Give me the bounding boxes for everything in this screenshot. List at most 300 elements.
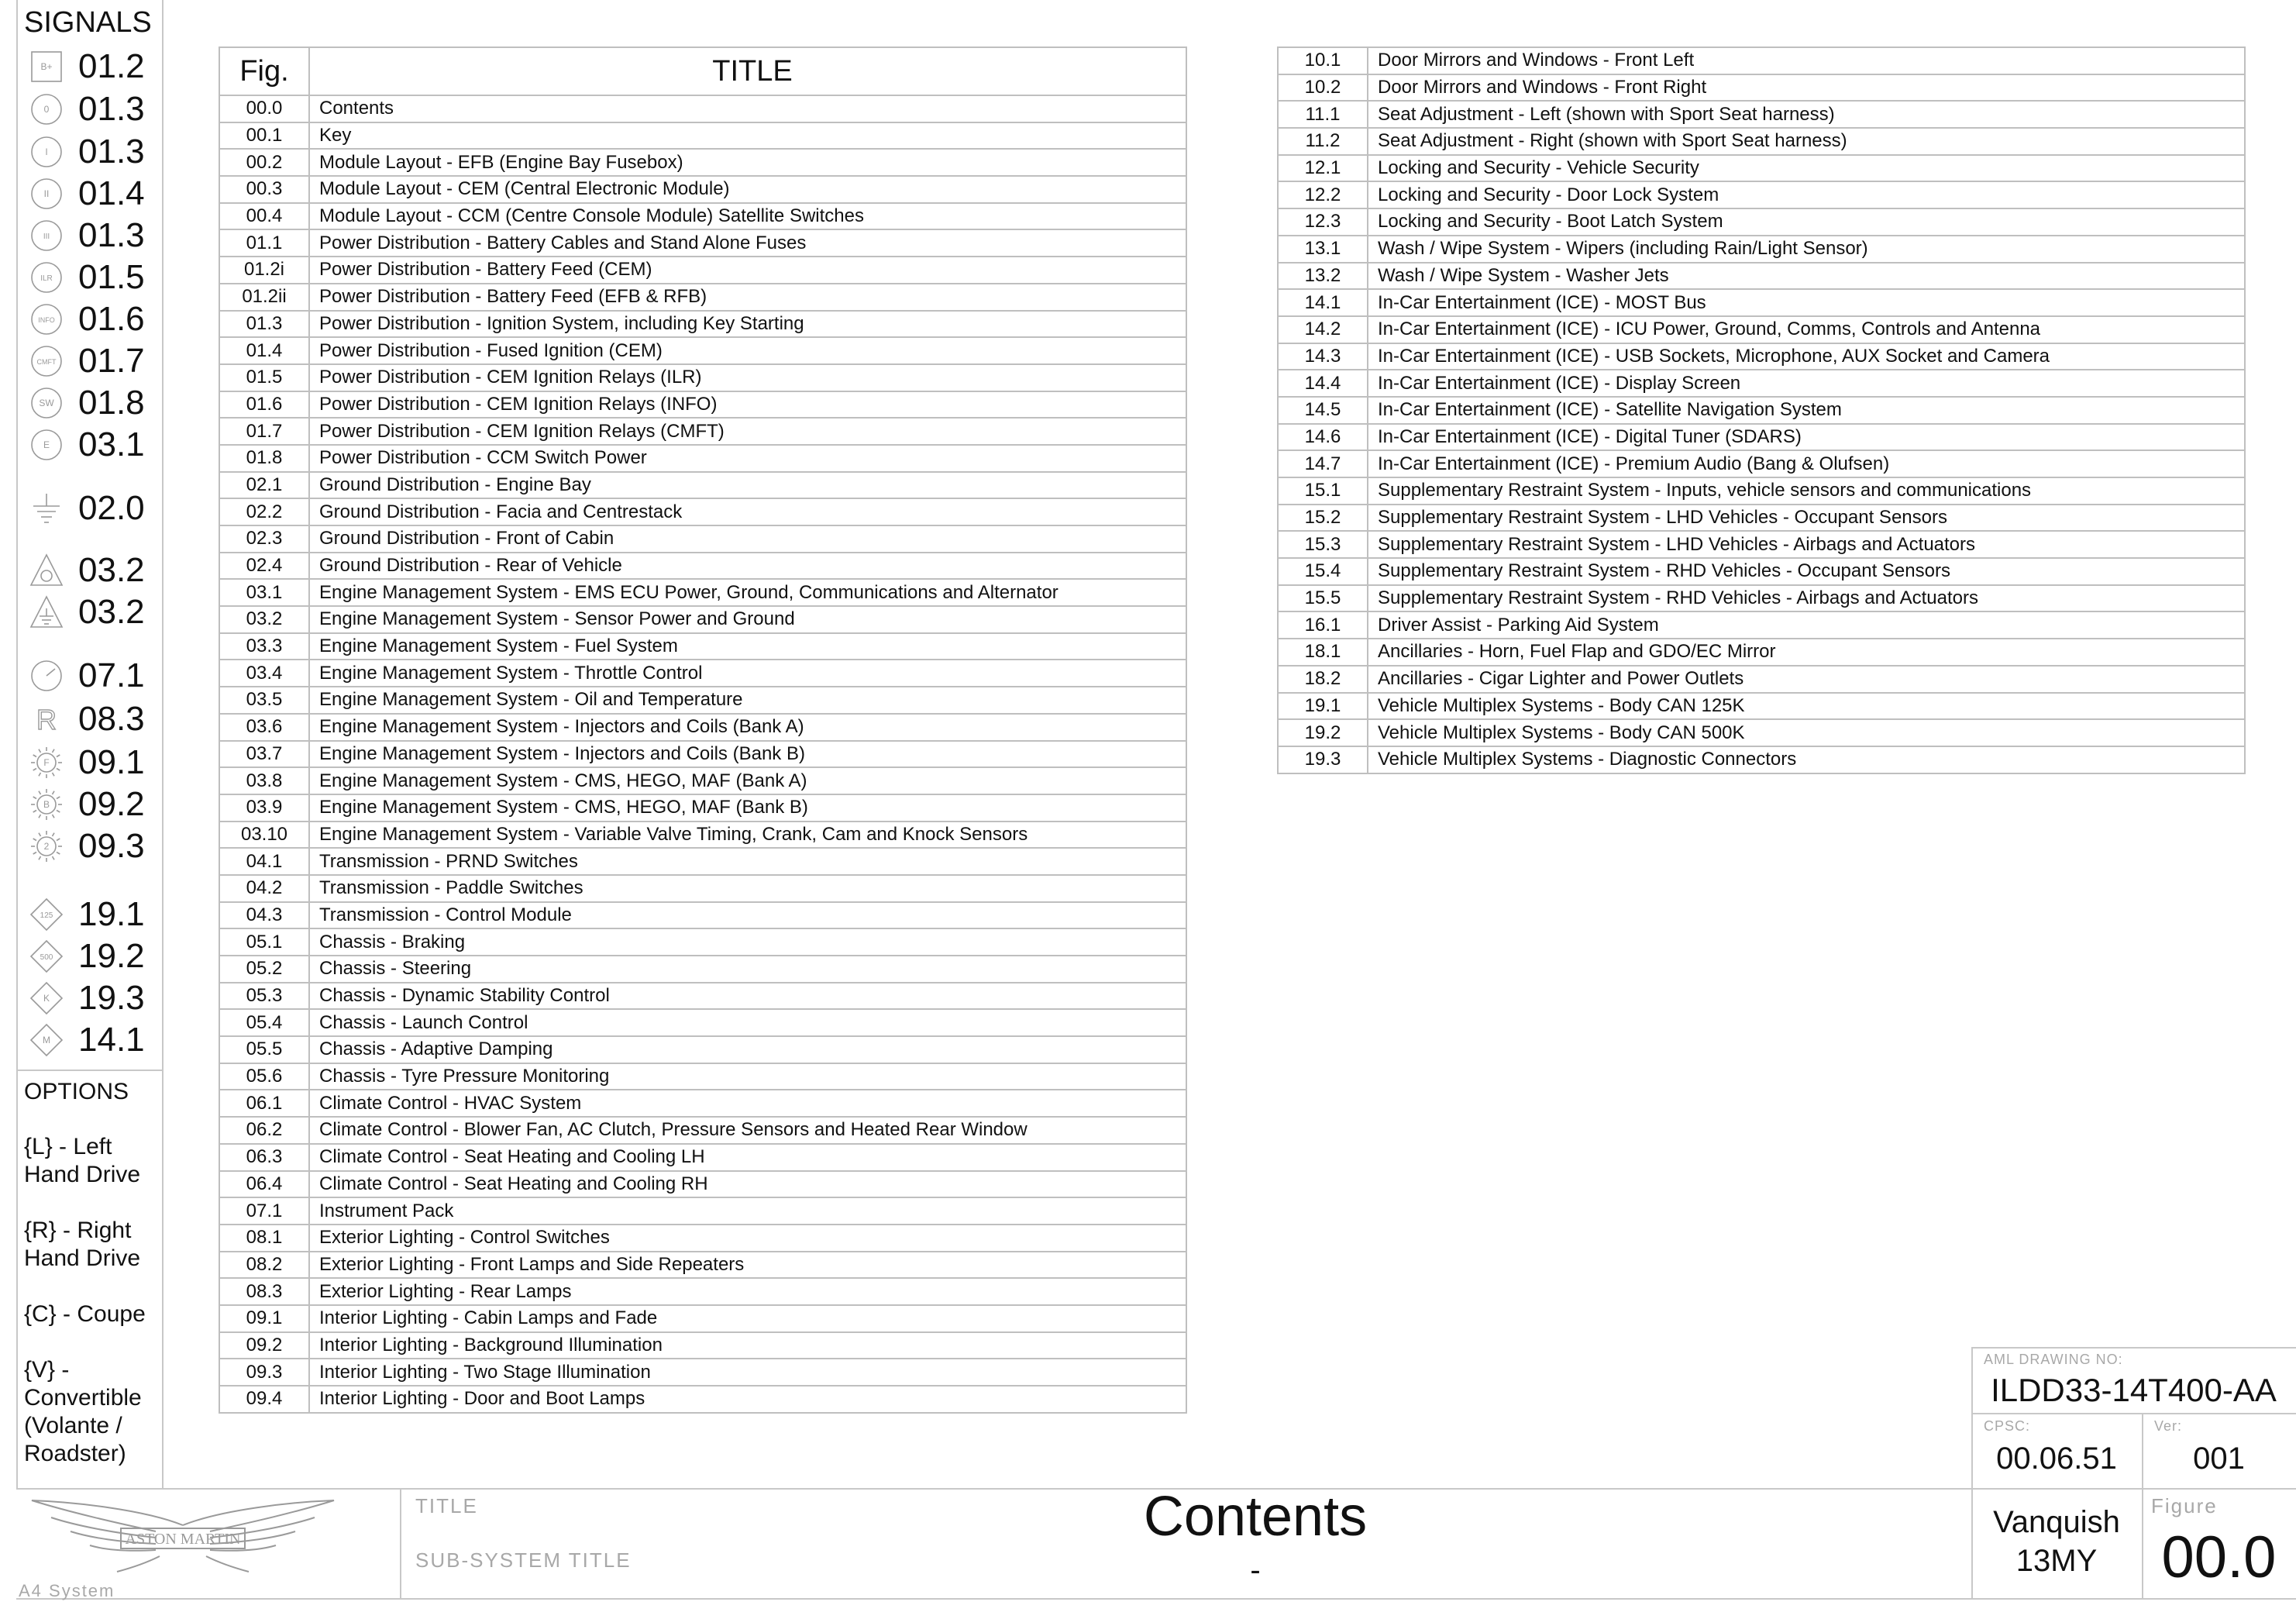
signal-circle-icon — [29, 260, 64, 295]
table-row — [1278, 585, 2245, 612]
table-row — [1278, 208, 2245, 236]
table-row — [1278, 181, 2245, 208]
signal-icon-text: INFO — [38, 316, 55, 324]
figure-title-cell: Exterior Lighting - Front Lamps and Side Repeaters — [309, 1252, 1186, 1279]
figure-number-cell: 08.2 — [219, 1252, 309, 1279]
signal-figure-ref: 02.0 — [78, 489, 145, 527]
signal-item — [29, 552, 145, 589]
figure-title-cell: Power Distribution - CEM Ignition Relays (ILR) — [309, 364, 1186, 391]
figure-title-cell: Ancillaries - Horn, Fuel Flap and GDO/EC Mirror — [1368, 639, 2245, 666]
figure-number-cell: 01.7 — [219, 418, 309, 445]
signal-figure-ref: 03.2 — [78, 551, 145, 589]
figure-number-cell: 00.1 — [219, 122, 309, 150]
table-row — [219, 95, 1186, 122]
signal-figure-ref: 19.3 — [78, 979, 145, 1017]
options-title: OPTIONS — [24, 1079, 129, 1104]
signal-item — [29, 980, 145, 1017]
table-row — [1278, 424, 2245, 451]
figure-title-cell: Interior Lighting - Door and Boot Lamps — [309, 1386, 1186, 1413]
table-row — [219, 364, 1186, 391]
figure-title-cell: In-Car Entertainment (ICE) - Display Screen — [1368, 370, 2245, 397]
figure-number-cell: 03.3 — [219, 633, 309, 660]
figure-number-cell: 04.3 — [219, 902, 309, 929]
table-row — [1278, 128, 2245, 155]
signal-figure-ref: 03.1 — [78, 425, 145, 463]
table-row — [1278, 397, 2245, 424]
figure-number-cell: 03.1 — [219, 579, 309, 606]
signal-icon-text: SW — [39, 398, 54, 408]
figure-number-cell: 03.4 — [219, 660, 309, 687]
figure-title-cell: Chassis - Adaptive Damping — [309, 1036, 1186, 1063]
signals-sidebar — [16, 0, 164, 1488]
table-row — [219, 391, 1186, 419]
signal-icon-text: B+ — [40, 61, 53, 72]
figure-number-cell: 06.4 — [219, 1171, 309, 1198]
table-row — [1278, 666, 2245, 693]
table-row — [219, 714, 1186, 741]
table-row — [219, 1278, 1186, 1305]
table-row — [219, 284, 1186, 311]
figure-title-cell: Climate Control - HVAC System — [309, 1090, 1186, 1117]
table-row — [219, 525, 1186, 553]
title-block-bottom-border — [16, 1598, 2296, 1600]
table-row — [219, 1144, 1186, 1171]
model-year: 13MY — [2015, 1544, 2098, 1578]
signal-item — [29, 217, 145, 254]
figure-title-cell: Door Mirrors and Windows - Front Left — [1368, 47, 2245, 74]
figure-title-cell: Door Mirrors and Windows - Front Right — [1368, 74, 2245, 102]
table-row — [219, 445, 1186, 472]
figure-number-cell: 05.2 — [219, 956, 309, 983]
figure-number-cell: 03.2 — [219, 606, 309, 633]
table-row — [1278, 639, 2245, 666]
signal-icon-text: ILR — [40, 274, 53, 283]
figure-number-cell: 05.1 — [219, 928, 309, 956]
figure-number-cell: 08.3 — [219, 1278, 309, 1305]
figure-number-cell: 01.2ii — [219, 284, 309, 311]
table-row — [219, 928, 1186, 956]
signal-sun-icon — [29, 745, 64, 780]
figure-number-cell: 06.1 — [219, 1090, 309, 1117]
table-row — [1278, 505, 2245, 532]
figure-title-cell: Supplementary Restraint System - RHD Vehicles - Occupant Sensors — [1368, 558, 2245, 585]
figure-number-cell: 03.10 — [219, 822, 309, 849]
figure-title-cell: Power Distribution - CEM Ignition Relays (CMFT) — [309, 418, 1186, 445]
logo-text: ASTON MARTIN — [125, 1531, 241, 1548]
table-row — [219, 1063, 1186, 1090]
option-convertible: {V} - Convertible (Volante / Roadster) — [24, 1357, 142, 1466]
table-row — [219, 311, 1186, 338]
signal-letter-icon — [29, 701, 64, 737]
figure-number-cell: 04.2 — [219, 875, 309, 902]
figure-number-cell: 01.3 — [219, 311, 309, 338]
signal-item — [29, 594, 145, 631]
option-coupe: {C} - Coupe — [24, 1301, 146, 1327]
table-row — [219, 122, 1186, 150]
signal-figure-ref: 07.1 — [78, 656, 145, 694]
signal-figure-ref: 19.2 — [78, 937, 145, 975]
table-row — [219, 418, 1186, 445]
figure-title-cell: Instrument Pack — [309, 1197, 1186, 1225]
table-row — [1278, 289, 2245, 316]
figure-title-cell: Contents — [309, 95, 1186, 122]
figure-title-cell: Chassis - Braking — [309, 928, 1186, 956]
signal-icon-text: 125 — [40, 911, 53, 920]
signal-square-icon — [29, 49, 64, 84]
figure-title-cell: Engine Management System - Oil and Temperature — [309, 687, 1186, 714]
figure-title-cell: Transmission - Paddle Switches — [309, 875, 1186, 902]
figure-title-cell: Transmission - Control Module — [309, 902, 1186, 929]
table-row — [1278, 263, 2245, 290]
figure-number-cell: 13.1 — [1278, 236, 1368, 263]
table-row — [219, 176, 1186, 203]
subsystem-title: - — [1250, 1553, 1261, 1587]
figure-number-cell: 18.1 — [1278, 639, 1368, 666]
figure-label: Figure — [2151, 1494, 2218, 1517]
figure-title-cell: Key — [309, 122, 1186, 150]
table-row — [1278, 47, 2245, 74]
figure-number-cell: 01.1 — [219, 229, 309, 257]
signal-circle-icon — [29, 218, 64, 253]
table-row — [1278, 719, 2245, 746]
table-row — [219, 875, 1186, 902]
figure-title-cell: Power Distribution - Battery Feed (EFB & RFB) — [309, 284, 1186, 311]
figure-title-cell: Power Distribution - Battery Feed (CEM) — [309, 257, 1186, 284]
cpsc-value: 00.06.51 — [1996, 1442, 2117, 1476]
table-row — [219, 741, 1186, 768]
figure-title-cell: In-Car Entertainment (ICE) - Satellite Navigation System — [1368, 397, 2245, 424]
signal-circle-icon — [29, 176, 64, 212]
figure-title-cell: Interior Lighting - Background Illumination — [309, 1332, 1186, 1359]
figure-title-cell: Engine Management System - Variable Valve Timing, Crank, Cam and Knock Sensors — [309, 822, 1186, 849]
figure-title-cell: Engine Management System - Throttle Control — [309, 660, 1186, 687]
figure-title-cell: Exterior Lighting - Rear Lamps — [309, 1278, 1186, 1305]
signal-icon-text: R — [36, 704, 57, 735]
signal-icon-text: I — [45, 146, 48, 157]
figure-number-cell: 10.1 — [1278, 47, 1368, 74]
signal-figure-ref: 09.2 — [78, 785, 145, 823]
signal-figure-ref: 14.1 — [78, 1021, 145, 1059]
model-name: Vanquish — [1993, 1505, 2120, 1539]
fig-column-header: Fig. — [219, 47, 309, 95]
table-row — [1278, 450, 2245, 477]
signal-circle-icon — [29, 427, 64, 463]
signal-item — [29, 301, 145, 338]
table-row — [219, 902, 1186, 929]
figure-title-cell: Exterior Lighting - Control Switches — [309, 1225, 1186, 1252]
table-row — [219, 1117, 1186, 1144]
figure-number-cell: 19.3 — [1278, 746, 1368, 773]
figure-title-cell: Power Distribution - CEM Ignition Relays (INFO) — [309, 391, 1186, 419]
signal-icon-text: 500 — [40, 953, 53, 962]
figure-number-cell: 05.5 — [219, 1036, 309, 1063]
figure-title-cell: Ground Distribution - Rear of Vehicle — [309, 553, 1186, 580]
figure-number-cell: 13.2 — [1278, 263, 1368, 290]
figure-number-cell: 01.8 — [219, 445, 309, 472]
figure-title-cell: In-Car Entertainment (ICE) - Digital Tuner (SDARS) — [1368, 424, 2245, 451]
figure-title-cell: Supplementary Restraint System - Inputs, vehicle sensors and communications — [1368, 477, 2245, 505]
figure-number-cell: 06.2 — [219, 1117, 309, 1144]
table-row — [219, 822, 1186, 849]
title-block-divider — [400, 1488, 401, 1598]
figure-title-cell: Locking and Security - Boot Latch System — [1368, 208, 2245, 236]
table-row — [219, 498, 1186, 525]
signal-item — [29, 426, 145, 463]
signal-triangle-icon — [29, 594, 64, 630]
table-row — [219, 1359, 1186, 1386]
table-row — [219, 767, 1186, 794]
signal-item — [29, 896, 145, 933]
table-row — [1278, 74, 2245, 102]
figure-title-cell: Seat Adjustment - Left (shown with Sport Seat harness) — [1368, 101, 2245, 128]
signal-sun-icon — [29, 828, 64, 864]
signal-figure-ref: 01.7 — [78, 342, 145, 380]
figure-number-cell: 14.5 — [1278, 397, 1368, 424]
figure-number-cell: 19.2 — [1278, 719, 1368, 746]
signal-item — [29, 490, 145, 527]
figure-title-cell: Locking and Security - Vehicle Security — [1368, 155, 2245, 182]
figure-title-cell: Ground Distribution - Engine Bay — [309, 472, 1186, 499]
figure-title-cell: In-Car Entertainment (ICE) - USB Sockets, Microphone, AUX Socket and Camera — [1368, 343, 2245, 370]
table-row — [1278, 693, 2245, 720]
signal-icon-text: CMFT — [36, 358, 57, 366]
signal-item — [29, 259, 145, 296]
figure-number-cell: 14.7 — [1278, 450, 1368, 477]
figure-number-cell: 14.1 — [1278, 289, 1368, 316]
figure-title-cell: Transmission - PRND Switches — [309, 848, 1186, 875]
figure-title-cell: Climate Control - Blower Fan, AC Clutch, Pressure Sensors and Heated Rear Window — [309, 1117, 1186, 1144]
figure-number-cell: 01.2i — [219, 257, 309, 284]
figure-number-cell: 01.6 — [219, 391, 309, 419]
figure-title-cell: Module Layout - CCM (Centre Console Module) Satellite Switches — [309, 203, 1186, 230]
figure-number-cell: 07.1 — [219, 1197, 309, 1225]
figure-number-cell: 03.7 — [219, 741, 309, 768]
table-row — [1278, 611, 2245, 639]
figure-title-cell: Climate Control - Seat Heating and Cooling RH — [309, 1171, 1186, 1198]
figure-number-cell: 05.3 — [219, 983, 309, 1010]
figure-title-cell: Driver Assist - Parking Aid System — [1368, 611, 2245, 639]
figure-number-cell: 06.3 — [219, 1144, 309, 1171]
table-row — [219, 1252, 1186, 1279]
signal-ground-icon — [29, 491, 64, 526]
figure-title-cell: Ground Distribution - Front of Cabin — [309, 525, 1186, 553]
drawing-no-label: AML DRAWING NO: — [1984, 1352, 2123, 1367]
signal-icon-text: III — [43, 233, 50, 241]
table-row — [219, 1386, 1186, 1413]
figure-title-cell: Engine Management System - Fuel System — [309, 633, 1186, 660]
figure-number-cell: 08.1 — [219, 1225, 309, 1252]
figure-title-cell: Chassis - Steering — [309, 956, 1186, 983]
signal-item — [29, 828, 145, 865]
figure-title-cell: Engine Management System - EMS ECU Power, Ground, Communications and Alternator — [309, 579, 1186, 606]
contents-table-right — [1277, 47, 2246, 774]
figure-title-cell: Interior Lighting - Cabin Lamps and Fade — [309, 1305, 1186, 1332]
signal-circle-icon — [29, 343, 64, 379]
version-value: 001 — [2193, 1442, 2245, 1476]
figure-number-cell: 10.2 — [1278, 74, 1368, 102]
table-row — [219, 660, 1186, 687]
signal-figure-ref: 01.5 — [78, 258, 145, 296]
figure-number-cell: 02.3 — [219, 525, 309, 553]
table-row — [219, 579, 1186, 606]
signal-item — [29, 384, 145, 422]
figure-title-cell: Ancillaries - Cigar Lighter and Power Outlets — [1368, 666, 2245, 693]
figure-number-cell: 02.4 — [219, 553, 309, 580]
sidebar-divider — [18, 1070, 162, 1071]
signal-triangle-icon — [29, 553, 64, 588]
figure-number-cell: 02.2 — [219, 498, 309, 525]
figure-title-cell: Ground Distribution - Facia and Centrestack — [309, 498, 1186, 525]
figure-title-cell: Climate Control - Seat Heating and Cooling LH — [309, 1144, 1186, 1171]
figure-title-cell: Engine Management System - CMS, HEGO, MAF (Bank A) — [309, 767, 1186, 794]
figure-number-cell: 16.1 — [1278, 611, 1368, 639]
signal-item — [29, 938, 145, 975]
figure-number-cell: 03.6 — [219, 714, 309, 741]
signal-diamond-icon — [29, 1022, 64, 1058]
figure-title-cell: In-Car Entertainment (ICE) - ICU Power, Ground, Comms, Controls and Antenna — [1368, 316, 2245, 343]
figure-number-cell: 11.2 — [1278, 128, 1368, 155]
table-row — [219, 1332, 1186, 1359]
table-row — [1278, 236, 2245, 263]
signal-icon-text: II — [43, 188, 50, 199]
signal-figure-ref: 01.4 — [78, 174, 145, 212]
title-block-divider — [1971, 1347, 2296, 1349]
table-row — [219, 149, 1186, 176]
table-row — [1278, 101, 2245, 128]
table-row — [1278, 370, 2245, 397]
figure-number: 00.0 — [2161, 1524, 2277, 1590]
signal-item — [29, 91, 145, 128]
signal-item — [29, 343, 145, 380]
figure-number-cell: 03.5 — [219, 687, 309, 714]
signal-item — [29, 133, 145, 171]
signal-item — [29, 48, 145, 85]
signal-diamond-icon — [29, 980, 64, 1016]
signal-figure-ref: 01.3 — [78, 90, 145, 128]
table-row — [219, 848, 1186, 875]
figure-number-cell: 11.1 — [1278, 101, 1368, 128]
title-block-divider — [1971, 1413, 2296, 1414]
signal-figure-ref: 01.2 — [78, 47, 145, 85]
figure-title-cell: Module Layout - EFB (Engine Bay Fusebox) — [309, 149, 1186, 176]
cpsc-label: CPSC: — [1984, 1418, 2031, 1434]
figure-number-cell: 14.2 — [1278, 316, 1368, 343]
title-column-header: TITLE — [309, 47, 1186, 95]
table-row — [219, 633, 1186, 660]
figure-title-cell: Power Distribution - Ignition System, including Key Starting — [309, 311, 1186, 338]
table-row — [1278, 343, 2245, 370]
figure-title-cell: Supplementary Restraint System - LHD Vehicles - Airbags and Actuators — [1368, 531, 2245, 558]
table-row — [219, 203, 1186, 230]
table-row — [219, 1171, 1186, 1198]
contents-table-left — [219, 47, 1187, 1414]
signal-item — [29, 744, 145, 781]
figure-number-cell: 15.1 — [1278, 477, 1368, 505]
figure-title-cell: Vehicle Multiplex Systems - Body CAN 500K — [1368, 719, 2245, 746]
drawing-title: Contents — [1143, 1486, 1368, 1548]
table-row — [219, 1225, 1186, 1252]
table-row — [219, 983, 1186, 1010]
table-header-row — [219, 47, 1186, 95]
figure-title-cell: Wash / Wipe System - Wipers (including Rain/Light Sensor) — [1368, 236, 2245, 263]
figure-title-cell: Engine Management System - Sensor Power and Ground — [309, 606, 1186, 633]
table-row — [219, 1036, 1186, 1063]
signal-item — [29, 657, 145, 694]
signal-figure-ref: 01.8 — [78, 384, 145, 422]
signal-circle-icon — [29, 134, 64, 170]
figure-number-cell: 15.3 — [1278, 531, 1368, 558]
signal-circle-icon — [29, 91, 64, 127]
figure-title-cell: Chassis - Tyre Pressure Monitoring — [309, 1063, 1186, 1090]
figure-number-cell: 18.2 — [1278, 666, 1368, 693]
signals-title: SIGNALS — [24, 6, 152, 39]
table-row — [219, 1009, 1186, 1036]
signal-diamond-icon — [29, 939, 64, 974]
figure-title-cell: Power Distribution - Fused Ignition (CEM) — [309, 337, 1186, 364]
table-row — [219, 1090, 1186, 1117]
table-row — [219, 472, 1186, 499]
figure-number-cell: 03.9 — [219, 794, 309, 822]
signal-item — [29, 786, 145, 823]
signal-icon-text: K — [43, 993, 50, 1004]
figure-number-cell: 04.1 — [219, 848, 309, 875]
title-label: TITLE — [415, 1494, 478, 1517]
sheet-size-label: A4 System — [19, 1581, 115, 1600]
table-row — [219, 337, 1186, 364]
option-left-hand-drive: {L} - Left Hand Drive — [24, 1134, 141, 1187]
figure-number-cell: 03.8 — [219, 767, 309, 794]
signal-circle-icon — [29, 385, 64, 421]
figure-title-cell: Vehicle Multiplex Systems - Body CAN 125K — [1368, 693, 2245, 720]
signal-diamond-icon — [29, 897, 64, 932]
table-row — [219, 606, 1186, 633]
figure-title-cell: Seat Adjustment - Right (shown with Sport Seat harness) — [1368, 128, 2245, 155]
table-row — [219, 956, 1186, 983]
figure-number-cell: 05.4 — [219, 1009, 309, 1036]
table-row — [219, 553, 1186, 580]
table-row — [219, 1305, 1186, 1332]
table-row — [219, 1197, 1186, 1225]
signal-item — [29, 701, 145, 738]
signal-item — [29, 175, 145, 212]
figure-title-cell: Supplementary Restraint System - LHD Vehicles - Occupant Sensors — [1368, 505, 2245, 532]
figure-number-cell: 00.4 — [219, 203, 309, 230]
signal-figure-ref: 09.3 — [78, 827, 145, 865]
table-row — [1278, 477, 2245, 505]
signal-circle-icon — [29, 301, 64, 337]
figure-number-cell: 05.6 — [219, 1063, 309, 1090]
signal-figure-ref: 03.2 — [78, 593, 145, 631]
figure-number-cell: 00.0 — [219, 95, 309, 122]
signal-figure-ref: 19.1 — [78, 895, 145, 933]
figure-number-cell: 12.3 — [1278, 208, 1368, 236]
signal-figure-ref: 01.3 — [78, 133, 145, 171]
version-label: Ver: — [2154, 1418, 2183, 1434]
signal-figure-ref: 01.6 — [78, 300, 145, 338]
option-right-hand-drive: {R} - Right Hand Drive — [24, 1218, 141, 1271]
figure-title-cell: Engine Management System - Injectors and Coils (Bank A) — [309, 714, 1186, 741]
signal-icon-text: 0 — [43, 104, 50, 115]
figure-title-cell: Locking and Security - Door Lock System — [1368, 181, 2245, 208]
figure-title-cell: Power Distribution - CCM Switch Power — [309, 445, 1186, 472]
figure-number-cell: 09.3 — [219, 1359, 309, 1386]
table-row — [1278, 531, 2245, 558]
figure-number-cell: 09.2 — [219, 1332, 309, 1359]
table-row — [1278, 746, 2245, 773]
figure-title-cell: Interior Lighting - Two Stage Illumination — [309, 1359, 1186, 1386]
signal-figure-ref: 09.1 — [78, 743, 145, 781]
table-row — [219, 229, 1186, 257]
